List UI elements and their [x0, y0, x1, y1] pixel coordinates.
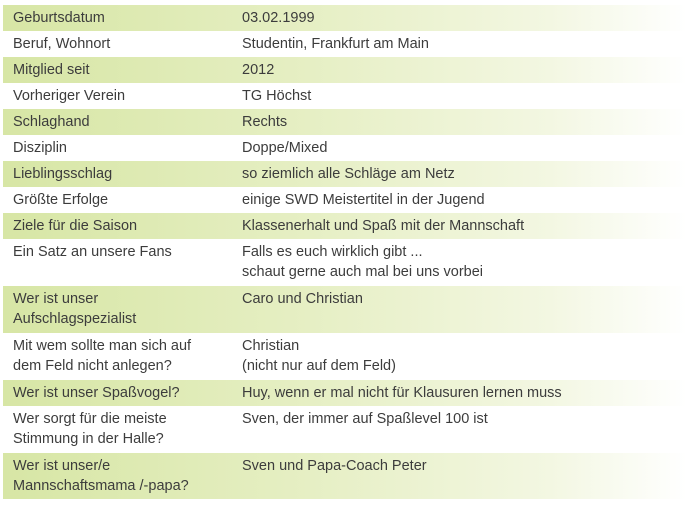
row-value: Caro und Christian [242, 291, 363, 307]
row-label: Vorheriger Verein [13, 88, 126, 104]
table-row [3, 213, 687, 239]
row-value: Christian (nicht nur auf dem Feld) [242, 338, 396, 374]
row-value: Sven, der immer auf Spaßlevel 100 ist [242, 411, 488, 427]
row-value: Falls es euch wirklich gibt ... schaut gerne auch mal bei uns vorbei [242, 244, 484, 280]
row-value: Sven und Papa-Coach Peter [242, 458, 427, 474]
row-label: Wer ist unser Aufschlagspezialist [13, 291, 137, 327]
table-row [3, 187, 687, 213]
row-label: Mitglied seit [13, 62, 90, 78]
row-value: Studentin, Frankfurt am Main [242, 36, 429, 52]
row-value: 03.02.1999 [242, 10, 315, 26]
row-value: Klassenerhalt und Spaß mit der Mannschaft [242, 218, 525, 234]
row-value: Huy, wenn er mal nicht für Klausuren lernen muss [242, 385, 562, 401]
row-label: Lieblingsschlag [13, 166, 113, 182]
row-label: Schlaghand [13, 114, 90, 130]
row-label: Mit wem sollte man sich auf dem Feld nicht anlegen? [13, 338, 192, 374]
table-row [3, 406, 687, 453]
row-label: Wer ist unser Spaßvogel? [13, 385, 180, 401]
row-label: Ziele für die Saison [13, 218, 138, 234]
table-row [3, 380, 687, 406]
row-value: Doppe/Mixed [242, 140, 328, 156]
row-label: Disziplin [13, 140, 67, 156]
table-row [3, 135, 687, 161]
table-row [3, 333, 687, 380]
table-row [3, 453, 687, 499]
table-row [3, 83, 687, 109]
table-row [3, 239, 687, 286]
table-row [3, 57, 687, 83]
row-value: Rechts [242, 114, 288, 130]
row-label: Größte Erfolge [13, 192, 109, 208]
table-row [3, 286, 687, 333]
row-value: so ziemlich alle Schläge am Netz [242, 166, 455, 182]
row-label: Beruf, Wohnort [13, 36, 111, 52]
table-row [3, 109, 687, 135]
table-row [3, 5, 687, 31]
row-label: Wer sorgt für die meiste Stimmung in der Halle? [13, 411, 167, 447]
row-value: einige SWD Meistertitel in der Jugend [242, 192, 485, 208]
row-label: Wer ist unser/e Mannschaftsmama /-papa? [13, 458, 189, 494]
row-value: 2012 [242, 62, 275, 78]
row-label: Geburtsdatum [13, 10, 105, 26]
table-row [3, 161, 687, 187]
table-row [3, 31, 687, 57]
row-value: TG Höchst [242, 88, 312, 104]
row-label: Ein Satz an unsere Fans [13, 244, 172, 260]
player-profile-table [3, 5, 687, 499]
